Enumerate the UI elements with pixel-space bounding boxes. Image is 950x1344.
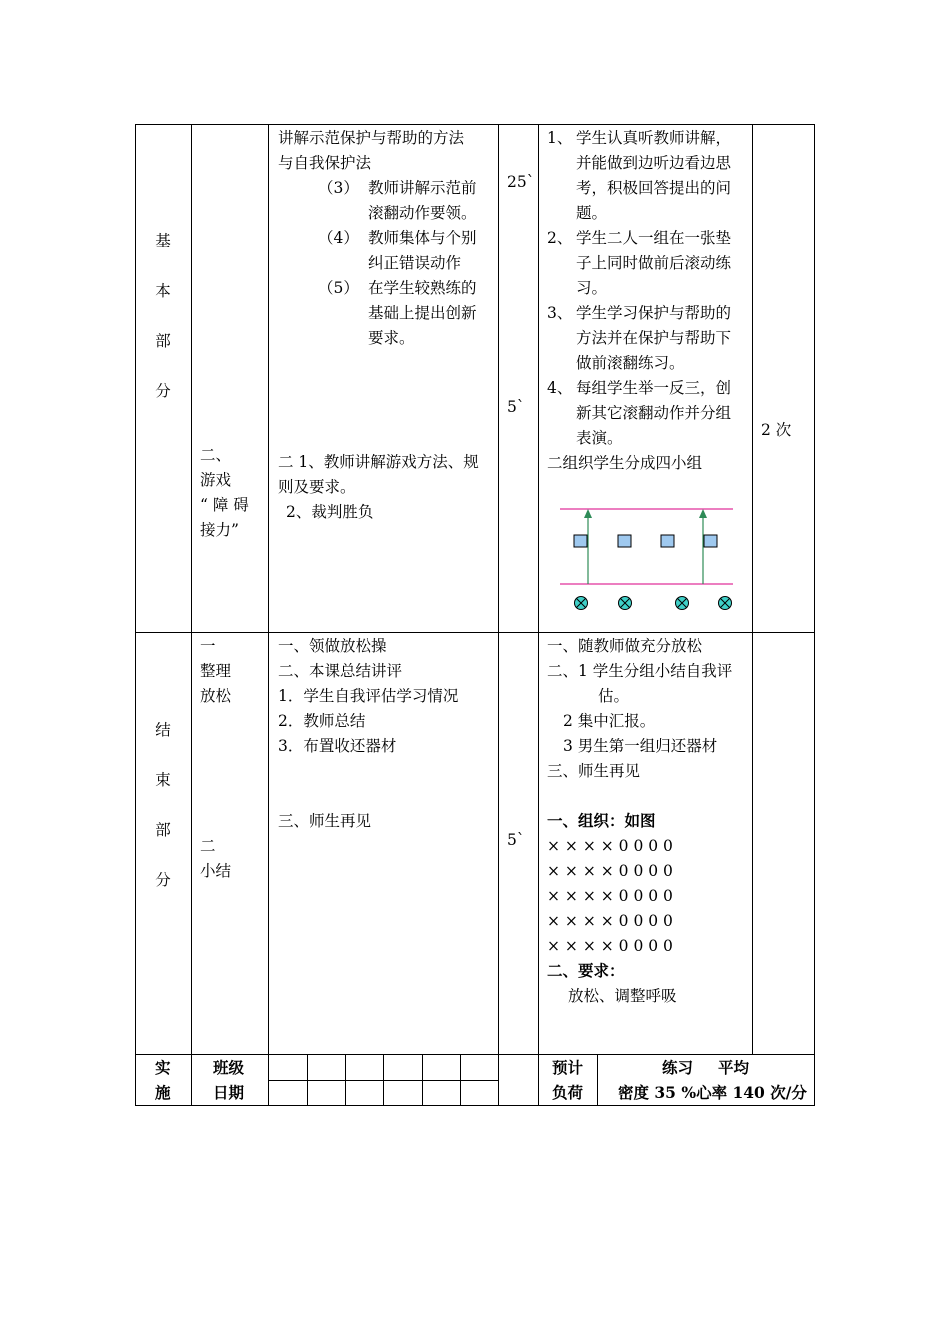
teacher-line: 2．教师总结 — [278, 712, 366, 730]
time-value: 25` — [507, 173, 535, 191]
content-line: 二 — [200, 837, 216, 855]
teacher-line: 3．布置收还器材 — [278, 737, 397, 755]
relay-diagram — [555, 500, 740, 615]
section-char: 束 — [155, 771, 171, 789]
teacher-line: 2、裁判胜负 — [286, 503, 374, 521]
content-line: 一 — [200, 637, 216, 655]
student-line: 子上同时做前后滚动练 — [576, 254, 732, 272]
content-line: 放松 — [200, 687, 232, 705]
item-number: （3） — [318, 179, 359, 197]
teacher-line: 滚翻动作要领。 — [368, 204, 477, 222]
student-line: 每组学生举一反三，创 — [576, 379, 732, 397]
content-line: 游戏 — [200, 471, 232, 489]
student-circle-icon — [575, 597, 588, 610]
content-line: “ 障 碍 — [200, 496, 249, 514]
arrow-head-icon — [584, 509, 592, 518]
student-line: 三、师生再见 — [547, 762, 641, 780]
teacher-line: 教师讲解示范前 — [368, 179, 477, 197]
item-number: 2、 — [547, 229, 573, 247]
item-number: （5） — [318, 279, 359, 297]
section-char: 本 — [155, 282, 171, 300]
section-char: 分 — [155, 871, 171, 889]
time-value: 5` — [507, 398, 525, 416]
footer-label: 平均 — [718, 1058, 750, 1077]
teacher-line: 教师集体与个别 — [368, 229, 477, 247]
teacher-line: 一、领做放松操 — [278, 637, 387, 655]
item-number: 3、 — [547, 304, 573, 322]
class-label: 班级 — [213, 1058, 245, 1077]
student-line: 题。 — [576, 204, 608, 222]
time-value: 5` — [507, 831, 525, 849]
footer-label: 预计 — [552, 1058, 584, 1077]
requirement-text: 放松、调整呼吸 — [568, 987, 677, 1005]
item-number: （4） — [318, 229, 359, 247]
formation-row: × × × × 0 0 0 0 — [547, 937, 673, 955]
formation-row: × × × × 0 0 0 0 — [547, 837, 673, 855]
section-char: 部 — [155, 332, 171, 350]
arrow-head-icon — [699, 509, 707, 518]
formation-row: × × × × 0 0 0 0 — [547, 887, 673, 905]
student-circle-icon — [619, 597, 632, 610]
teacher-line: 讲解示范保护与帮助的方法 — [278, 129, 465, 147]
item-number: 1、 — [547, 129, 573, 147]
student-line: 估。 — [598, 687, 630, 705]
content-line: 小结 — [200, 862, 232, 880]
teacher-line: 1．学生自我评估学习情况 — [278, 687, 459, 705]
student-line: 二组织学生分成四小组 — [547, 454, 703, 472]
student-circle-icon — [676, 597, 689, 610]
section-char: 结 — [155, 721, 171, 739]
teacher-line: 基础上提出创新 — [368, 304, 477, 322]
student-line: 2 集中汇报。 — [563, 712, 656, 730]
student-line: 二、1 学生分组小结自我评 — [547, 662, 733, 680]
teacher-line: 要求。 — [368, 329, 415, 347]
student-line: 学生认真听教师讲解， — [576, 129, 732, 147]
student-line: 新其它滚翻动作并分组 — [576, 404, 732, 422]
student-line: 并能做到边听边看边思 — [576, 154, 732, 172]
mat-icon — [574, 535, 587, 547]
date-label: 日期 — [213, 1083, 245, 1102]
section-char: 分 — [155, 382, 171, 400]
student-line: 一、随教师做充分放松 — [547, 637, 703, 655]
student-line: 习。 — [576, 279, 608, 297]
student-circle-icon — [719, 597, 732, 610]
formation-row: × × × × 0 0 0 0 — [547, 912, 673, 930]
content-line: 整理 — [200, 662, 232, 680]
teacher-line: 二 1、教师讲解游戏方法、规 — [278, 453, 479, 471]
content-line: 接力” — [200, 521, 239, 539]
teacher-line: 则及要求。 — [278, 478, 356, 496]
mat-icon — [661, 535, 674, 547]
formation-row: × × × × 0 0 0 0 — [547, 862, 673, 880]
student-line: 表演。 — [576, 429, 623, 447]
organization-title: 一、组织：如图 — [547, 811, 656, 830]
density-heart-rate: 密度 35 %心率 140 次/分 — [618, 1083, 807, 1102]
mat-icon — [618, 535, 631, 547]
footer-label: 练习 — [662, 1058, 694, 1077]
student-line: 方法并在保护与帮助下 — [576, 329, 732, 347]
mat-icon — [704, 535, 717, 547]
item-number: 4、 — [547, 379, 573, 397]
teacher-line: 在学生较熟练的 — [368, 279, 477, 297]
content-line: 二、 — [200, 446, 232, 464]
requirement-title: 二、要求： — [547, 961, 625, 980]
repetition-count: 2 次 — [761, 421, 792, 439]
teacher-line: 三、师生再见 — [278, 812, 372, 830]
student-line: 学生二人一组在一张垫 — [576, 229, 732, 247]
footer-label: 实 — [155, 1058, 171, 1077]
footer-label: 施 — [155, 1083, 171, 1102]
section-char: 部 — [155, 821, 171, 839]
section-char: 基 — [155, 232, 171, 250]
teacher-line: 纠正错误动作 — [368, 254, 462, 272]
student-line: 3 男生第一组归还器材 — [563, 737, 718, 755]
teacher-line: 二、本课总结讲评 — [278, 662, 403, 680]
student-line: 学生学习保护与帮助的 — [576, 304, 732, 322]
student-line: 考，积极回答提出的问 — [576, 179, 732, 197]
teacher-line: 与自我保护法 — [278, 154, 372, 172]
footer-label: 负荷 — [552, 1083, 584, 1102]
student-line: 做前滚翻练习。 — [576, 354, 685, 372]
